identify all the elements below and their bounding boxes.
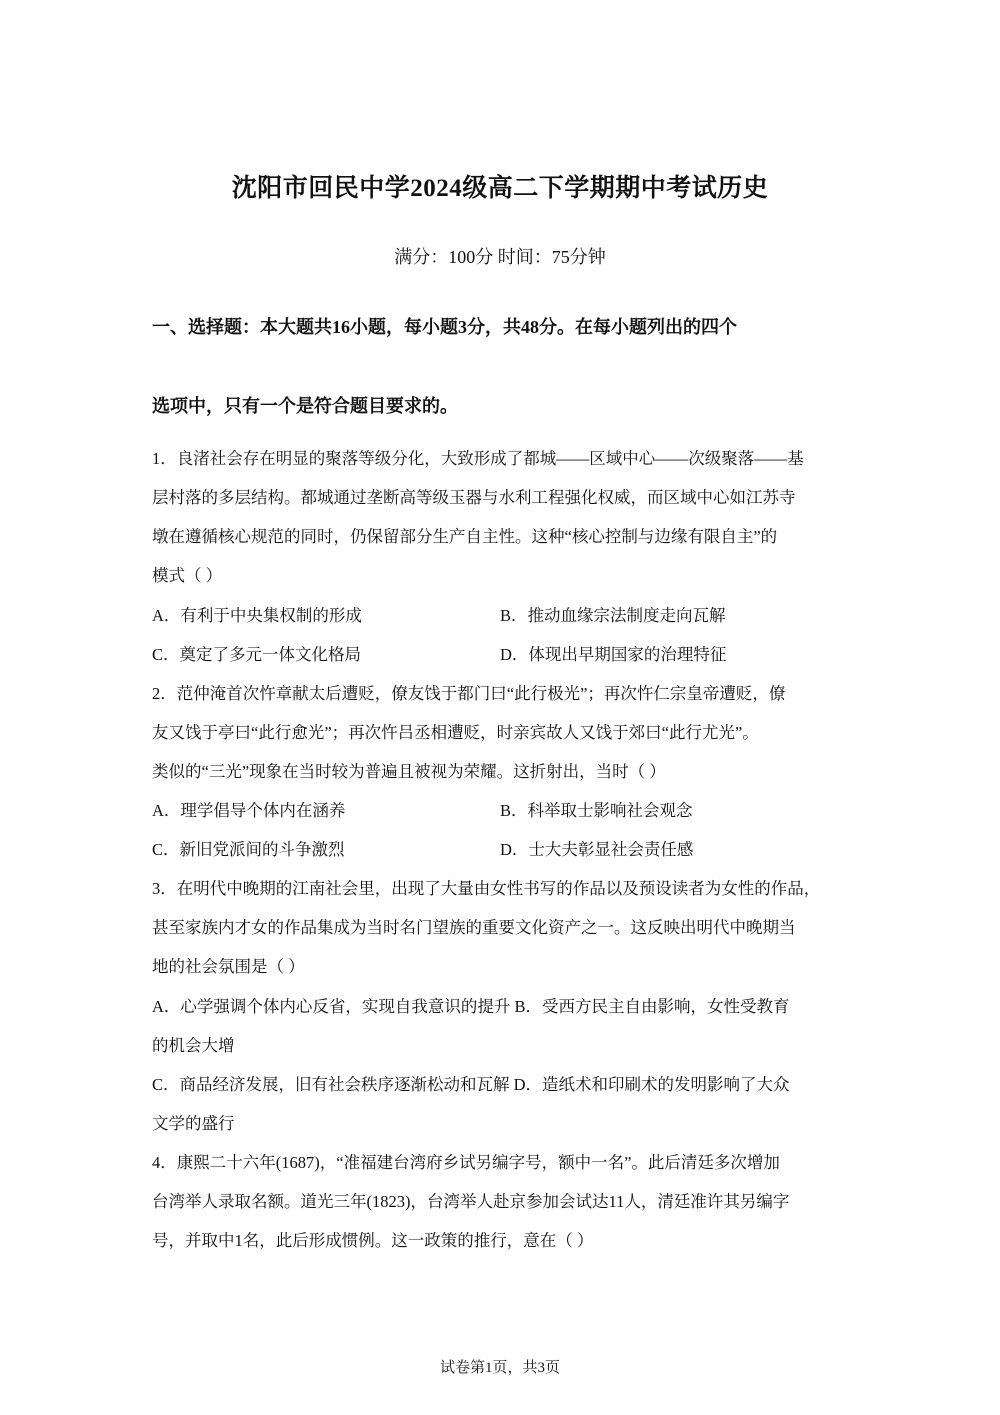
question-2-option-b: B．科举取士影响社会观念 bbox=[500, 801, 693, 820]
question-3-options-line: 文学的盛行 bbox=[152, 1114, 235, 1133]
section-heading-line-1: 一、选择题：本大题共16小题，每小题3分，共48分。在每小题列出的四个 bbox=[152, 317, 737, 337]
page-number: 试卷第1页，共3页 bbox=[439, 1360, 560, 1376]
question-3-options-line: C．商品经济发展，旧有社会秩序逐渐松动和瓦解 D．造纸术和印刷术的发明影响了大众 bbox=[152, 1075, 790, 1094]
question-2-option-a: A．理学倡导个体内在涵养 bbox=[152, 801, 346, 820]
question-4-stem-line: 号，并取中1名，此后形成惯例。这一政策的推行，意在（ ） bbox=[152, 1231, 594, 1250]
question-2-stem-line: 类似的“三光”现象在当时较为普遍且被视为荣耀。这折射出，当时（ ） bbox=[152, 762, 666, 781]
exam-meta: 满分：100分 时间：75分钟 bbox=[394, 247, 606, 267]
question-3-stem-line: 地的社会氛围是（ ） bbox=[152, 957, 305, 976]
question-2-stem-line: 2．范仲淹首次忤章献太后遭贬，僚友饯于都门曰“此行极光”；再次忤仁宗皇帝遭贬，僚 bbox=[152, 684, 786, 703]
question-4-stem-line: 4．康熙二十六年(1687)，“准福建台湾府乡试另编字号，额中一名”。此后清廷多次增加 bbox=[152, 1153, 780, 1172]
question-3-stem-line: 甚至家族内才女的作品集成为当时名门望族的重要文化资产之一。这反映出明代中晚期当 bbox=[152, 918, 796, 937]
question-1-stem-line: 1．良渚社会存在明显的聚落等级分化，大致形成了都城——区域中心——次级聚落——基 bbox=[152, 449, 804, 468]
question-1-option-a: A．有利于中央集权制的形成 bbox=[152, 606, 362, 625]
question-3-options-line: 的机会大增 bbox=[152, 1036, 235, 1055]
question-3-options-line: A．心学强调个体内心反省，实现自我意识的提升 B．受西方民主自由影响，女性受教育 bbox=[152, 997, 790, 1016]
question-2-stem-line: 友又饯于亭曰“此行愈光”；再次忤吕丞相遭贬，时亲宾故人又饯于郊曰“此行尤光”。 bbox=[152, 723, 759, 742]
page-title: 沈阳市回民中学2024级高二下学期期中考试历史 bbox=[231, 175, 769, 202]
question-1-stem-line: 墩在遵循核心规范的同时，仍保留部分生产自主性。这种“核心控制与边缘有限自主”的 bbox=[152, 527, 778, 546]
question-1-option-d: D．体现出早期国家的治理特征 bbox=[500, 645, 727, 664]
question-1-option-b: B．推动血缘宗法制度走向瓦解 bbox=[500, 606, 726, 625]
question-2-option-c: C．新旧党派间的斗争激烈 bbox=[152, 840, 345, 859]
question-1-stem-line: 模式（ ） bbox=[152, 566, 223, 585]
question-3-stem-line: 3．在明代中晚期的江南社会里，出现了大量由女性书写的作品以及预设读者为女性的作品， bbox=[152, 879, 821, 898]
question-4-stem-line: 台湾举人录取名额。道光三年(1823)，台湾举人赴京参加会试达11人，清廷准许其另编字 bbox=[152, 1192, 790, 1211]
question-1-stem-line: 层村落的多层结构。都城通过垄断高等级玉器与水利工程强化权威，而区域中心如江苏寺 bbox=[152, 488, 796, 507]
section-heading-line-2: 选项中，只有一个是符合题目要求的。 bbox=[152, 396, 458, 416]
question-2-option-d: D．士大夫彰显社会责任感 bbox=[500, 840, 694, 859]
question-1-option-c: C．奠定了多元一体文化格局 bbox=[152, 645, 362, 664]
